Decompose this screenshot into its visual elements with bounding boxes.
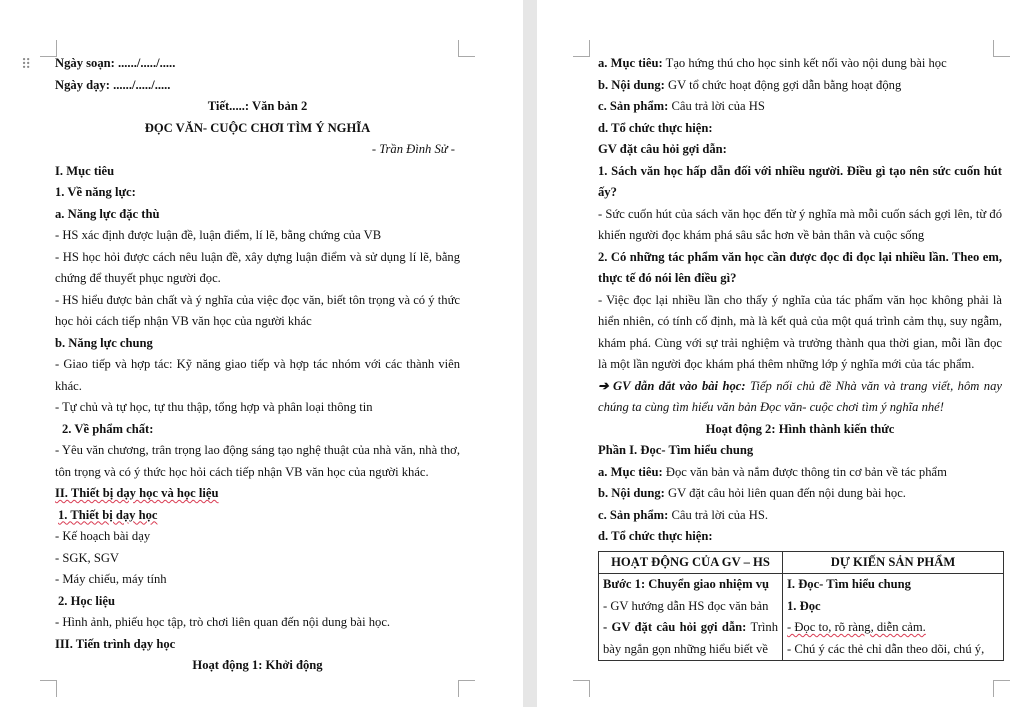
text-line	[598, 462, 1002, 484]
lesson-number: Tiết.....: Văn bản 2	[207, 99, 308, 113]
text-line	[598, 483, 1002, 505]
value-content-2: GV đặt câu hỏi liên quan đến nội dung bài học.	[664, 486, 906, 500]
crop-mark	[458, 40, 475, 57]
label-content-2: b. Nội dung:	[598, 486, 665, 500]
label-content: b. Nội dung:	[598, 77, 665, 92]
date-taught: Ngày dạy: ....../...../.....	[55, 77, 171, 92]
table-cell-product	[783, 574, 1004, 661]
heading-qualities: 2. Về phẩm chất:	[62, 421, 154, 436]
text-line: - Tự chủ và tự học, tự thu thập, tổng hợp và phân loại thông tin	[55, 400, 373, 414]
page-gap	[523, 0, 537, 707]
lesson-title: ĐỌC VĂN- CUỘC CHƠI TÌM Ý NGHĨA	[144, 120, 371, 135]
heading-guiding-questions: GV đặt câu hỏi gợi dẫn:	[598, 142, 727, 156]
question-2-cont: thực tế đó nói lên điều gì?	[598, 271, 737, 285]
heading-general-competence: b. Năng lực chung	[55, 335, 153, 350]
text-line	[598, 96, 1002, 118]
cell-line-text: - Đọc to, rõ ràng, diễn cảm.	[787, 620, 926, 634]
question-1-cont: ấy?	[598, 185, 617, 199]
cell-line: - GV hướng dẫn HS đọc văn bản	[603, 598, 769, 613]
text-line: chứng để thuyết phục người đọc.	[55, 271, 221, 285]
cell-line	[603, 617, 778, 639]
value-objective: Tạo hứng thú cho học sinh kết nối vào nội dung bài học	[662, 56, 947, 70]
text-line: khám phá. Cùng với sự trải nghiệm và trưởng thành qua thời gian, mỗi lần đọc	[598, 335, 1002, 350]
cell-heading: I. Đọc- Tìm hiểu chung	[787, 577, 911, 591]
label-objective-2: a. Mục tiêu:	[598, 464, 663, 479]
cell-label: - GV đặt câu hỏi gợi dẫn:	[603, 620, 747, 634]
cell-line: bày ngắn gọn những hiểu biết về	[603, 641, 768, 656]
heading-equipment	[55, 483, 460, 505]
activity-table	[598, 551, 1004, 662]
text-line: - HS học hỏi được cách nêu luận đề, xây dựng luận điểm và sử dụng lí lẽ, bằng	[55, 249, 460, 264]
text-line: hiển nhiên, có tính cố định, mà là kết quả của một quá trình cảm thụ, suy ngẫm,	[598, 314, 1002, 328]
value-product: Câu trả lời của HS	[668, 99, 765, 113]
left-page-body	[55, 53, 460, 677]
text-line: - Giao tiếp và hợp tác: Kỹ năng giao tiếp và hợp tác nhóm với các thành viên	[55, 357, 460, 371]
text-line: là một lần người đọc khám phá thêm những lớp ý nghĩa mới của tác phẩm.	[598, 357, 975, 371]
text-line	[598, 53, 1002, 75]
heading-competence: 1. Về năng lực:	[55, 185, 136, 199]
text-line: - Kế hoạch bài dạy	[55, 529, 151, 543]
text-line: - Hình ảnh, phiếu học tập, trò chơi liên quan đến nội dung bài học.	[55, 615, 391, 629]
text-line	[598, 75, 1002, 97]
heading-activity-2: Hoạt động 2: Hình thành kiến thức	[705, 421, 895, 436]
table-cell-activity	[599, 574, 783, 661]
heading-specific-competence: a. Năng lực đặc thù	[55, 206, 160, 221]
text-line: khác.	[55, 378, 82, 393]
cell-line: - Chú ý các thẻ chỉ dẫn theo dõi, chú ý,	[787, 641, 985, 656]
crop-mark	[40, 680, 57, 697]
table-header: HOẠT ĐỘNG CỦA GV – HS	[599, 551, 783, 574]
crop-mark	[573, 680, 590, 697]
heading-equipment-text: II. Thiết bị dạy học và học liệu	[55, 486, 219, 500]
value-objective-2: Đọc văn bản và nắm được thông tin cơ bản về tác phẩm	[662, 464, 947, 479]
heading-teaching-equipment	[55, 505, 460, 527]
drag-handle-icon[interactable]: ⠿	[21, 58, 33, 73]
document-page-right	[537, 0, 1032, 707]
label-product-2: c. Sản phẩm:	[598, 507, 669, 522]
date-prepared: Ngày soạn: ....../...../.....	[55, 56, 176, 70]
label-organization-2: d. Tổ chức thực hiện:	[598, 529, 713, 543]
text-line	[598, 505, 1002, 527]
heading-part-1: Phần I. Đọc- Tìm hiểu chung	[598, 443, 754, 457]
author-line: - Trần Đình Sử -	[371, 142, 455, 156]
table-row	[599, 574, 1004, 661]
text-line: - HS xác định được luận đề, luận điểm, lí lẽ, bằng chứng của VB	[55, 228, 382, 242]
crop-mark	[993, 680, 1010, 697]
table-header-row	[599, 551, 1004, 574]
question-1: 1. Sách văn học hấp dẫn đối với nhiều người. Điều gì tạo nên sức cuốn hút	[598, 163, 1002, 178]
question-2: 2. Có những tác phẩm văn học cần được đọc đi đọc lại nhiều lần. Theo em,	[598, 249, 1002, 264]
lead-in-text: Tiếp nối chủ đề Nhà văn và trang viết, hôm nay	[745, 378, 1002, 393]
text-line: - Sức cuốn hút của sách văn học đến từ ý nghĩa mà mỗi cuốn sách gợi lên, từ đó	[598, 206, 1002, 221]
text-line: học hỏi cách tiếp nhận VB văn học của người khác	[55, 314, 312, 328]
right-page-body	[598, 53, 1002, 661]
label-objective: a. Mục tiêu:	[598, 56, 663, 70]
cell-line-text: Trình	[746, 620, 778, 634]
text-line: - HS hiểu được bản chất và ý nghĩa của việc đọc văn, biết tôn trọng và có ý thức	[55, 292, 460, 307]
step-1-title: Bước 1: Chuyển giao nhiệm vụ	[603, 577, 770, 591]
text-line: khiến người đọc khám phá sâu sắc hơn về bản thân và cuộc sống	[598, 228, 925, 242]
crop-mark	[458, 680, 475, 697]
lead-in-line	[598, 376, 1002, 398]
cell-heading: 1. Đọc	[787, 598, 821, 613]
heading-materials: 2. Học liệu	[58, 593, 116, 608]
label-product: c. Sản phẩm:	[598, 99, 669, 113]
heading-activity-1: Hoạt động 1: Khởi động	[192, 658, 323, 672]
text-line: - Máy chiếu, máy tính	[55, 572, 167, 586]
cell-line	[787, 617, 999, 639]
lead-in-label: ➔ GV dẫn dắt vào bài học:	[598, 378, 746, 393]
heading-procedure: III. Tiến trình dạy học	[55, 636, 176, 651]
lead-in-cont: chúng ta cùng tìm hiểu văn bản Đọc văn- cuộc chơi tìm ý nghĩa nhé!	[598, 400, 944, 414]
heading-objectives: I. Mục tiêu	[55, 163, 115, 178]
label-organization: d. Tổ chức thực hiện:	[598, 120, 713, 135]
value-product-2: Câu trả lời của HS.	[668, 507, 769, 522]
text-line: - Việc đọc lại nhiều lần cho thấy ý nghĩa của tác phẩm văn học không phải là	[598, 292, 1002, 307]
table-header: DỰ KIẾN SẢN PHẨM	[783, 551, 1004, 574]
heading-teaching-equipment-text: 1. Thiết bị dạy học	[58, 507, 158, 522]
crop-mark	[573, 40, 590, 57]
value-content: GV tổ chức hoạt động gợi dẫn bằng hoạt động	[664, 77, 902, 92]
text-line: - SGK, SGV	[55, 550, 120, 565]
text-line: tôn trọng và có ý thức học hỏi cách tiếp nhận VB văn học của người khác.	[55, 464, 429, 479]
text-line: - Yêu văn chương, trân trọng lao động sáng tạo nghệ thuật của nhà văn, nhà thơ,	[55, 443, 460, 457]
